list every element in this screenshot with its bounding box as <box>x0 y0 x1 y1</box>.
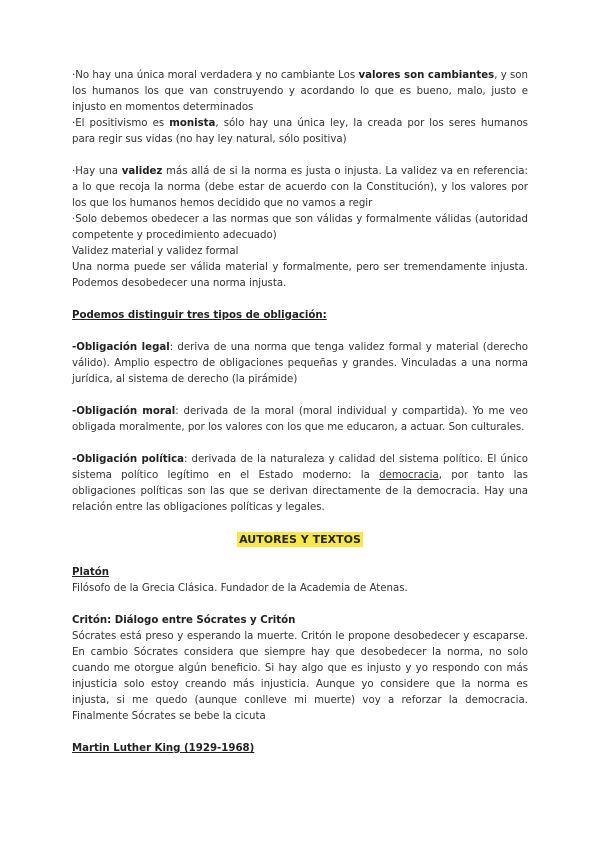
section-title <box>72 532 528 549</box>
document-page <box>72 68 528 757</box>
democracia-link[interactable]: democracia <box>379 470 439 481</box>
bold-term: -Obligación legal <box>72 342 170 353</box>
paragraph-validity <box>72 164 528 212</box>
bold-term: -Obligación política <box>72 454 185 465</box>
text-span: ·Hay una <box>72 166 122 177</box>
paragraph-moral-obligation <box>72 404 528 436</box>
text-span: más allá de si la norma es justa o injusta. La validez va en referencia: a lo que recoja la norma (debe estar de acuerdo con la Constitución), y los valores por los que los humanos hemos decidido que no vamos a regir <box>72 166 528 209</box>
paragraph-obey-valid-norms: ·Solo debemos obedecer a las normas que son válidas y formalmente válidas (autoridad competente y procedimiento adecuado) <box>72 214 528 241</box>
bold-term: monista <box>169 118 216 129</box>
paragraph-moral-values <box>72 68 528 116</box>
text-span: ·No hay una única moral verdadera y no cambiante Los <box>72 70 359 81</box>
text-span: ·El positivismo es <box>72 118 170 129</box>
text-span: , por tanto las obligaciones políticas son las que se derivan directamente de la democracia. Hay una relación entre las obligaciones políticas y legales. <box>72 470 528 513</box>
paragraph-political-obligation <box>72 452 528 516</box>
obligations-heading: Podemos distinguir tres tipos de obligación: <box>72 310 327 321</box>
criton-description: Sócrates está preso y esperando la muerte. Critón le propone desobedecer y escaparse. En cambio Sócrates considera que siempre hay que desobedecer la norma, no solo cuando me otorgue algún beneficio. Si hay algo que es injusto y yo respondo con más injusticia solo estoy creando más injusticia. Aunque yo considere que la norma es injusta, si me quedo (aunque conlleve mi muerte) voy a reforzar la democracia. Finalmente Sócrates se bebe la cicuta <box>72 631 528 722</box>
bold-term: validez <box>121 166 163 177</box>
paragraph-positivism <box>72 116 528 148</box>
text-span: : derivada de la naturaleza y calidad del sistema político. El único sistema político legítimo en el Estado moderno: la <box>72 454 528 481</box>
text-span: , y son los humanos los que van construyendo y acordando lo que es bueno, malo, justo e injusto en momentos determinados <box>72 70 528 113</box>
bold-term: valores son cambiantes <box>358 70 495 81</box>
mlk-title: Martin Luther King (1929-1968) <box>72 743 255 754</box>
text-span: : derivada de la moral (moral individual y compartida). Yo me veo obligada moralmente, por los valores con los que me educaron, a actuar. Son culturales. <box>72 406 528 433</box>
paragraph-legal-obligation <box>72 340 528 388</box>
criton-title: Critón: Diálogo entre Sócrates y Critón <box>72 615 296 626</box>
paragraph-validity-types: Validez material y validez formal <box>72 246 239 257</box>
highlighted-heading: AUTORES Y TEXTOS <box>239 533 361 546</box>
platon-title: Platón <box>72 567 109 578</box>
bold-term: -Obligación moral <box>72 406 176 417</box>
platon-description: Filósofo de la Grecia Clásica. Fundador de la Academia de Atenas. <box>72 583 408 594</box>
paragraph-unjust-norm: Una norma puede ser válida material y formalmente, pero ser tremendamente injusta. Podemos desobedecer una norma injusta. <box>72 262 528 289</box>
text-span: , sólo hay una única ley, la creada por los seres humanos para regir sus vidas (no hay ley natural, sólo positiva) <box>72 118 528 145</box>
text-span: : deriva de una norma que tenga validez formal y material (derecho válido). Amplio espectro de obligaciones pequeñas y grandes. Vinculadas a una norma jurídica, al sistema de derecho (la pirámide) <box>72 342 528 385</box>
